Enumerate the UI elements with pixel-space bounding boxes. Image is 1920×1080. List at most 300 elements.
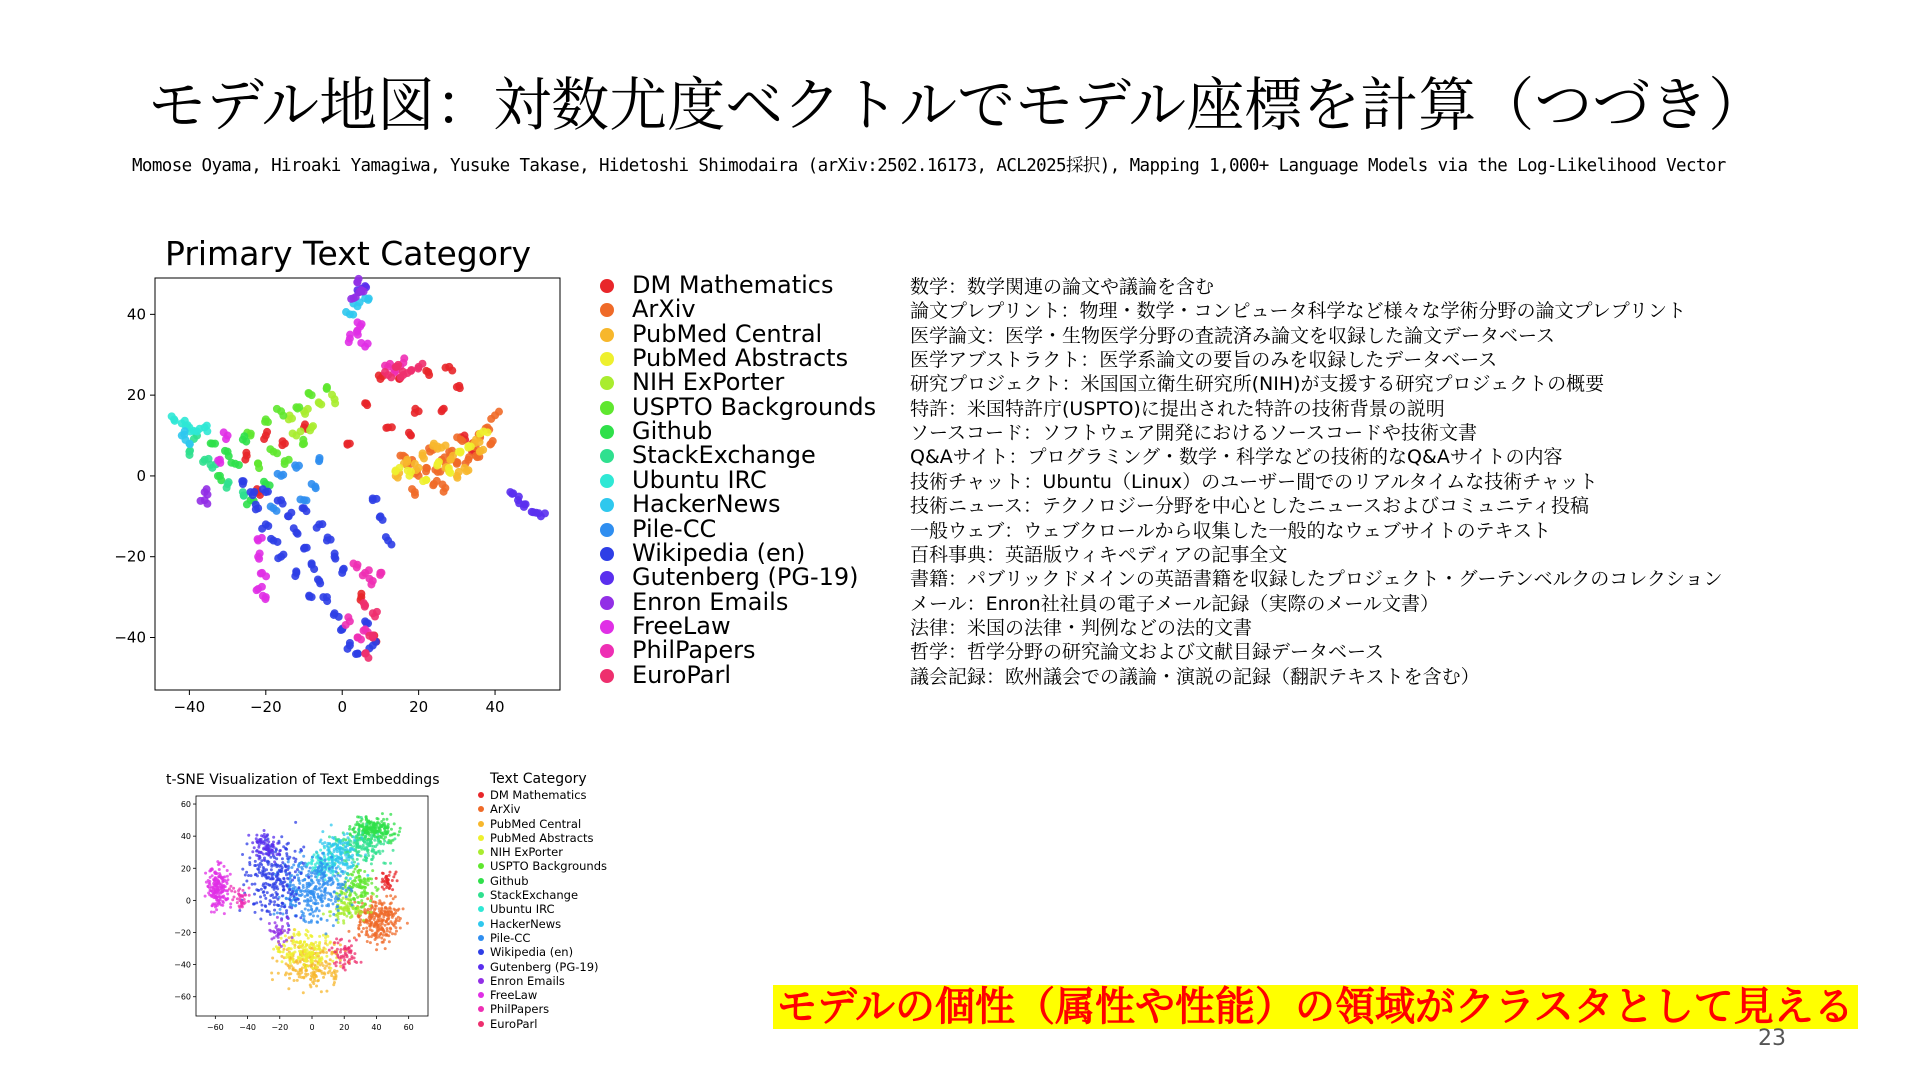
embedding-point xyxy=(291,879,294,882)
embedding-point xyxy=(244,874,247,877)
data-point xyxy=(349,311,357,319)
embedding-point xyxy=(274,921,277,924)
small-legend-label: Github xyxy=(490,873,529,888)
data-point xyxy=(453,474,461,482)
embedding-point xyxy=(318,941,321,944)
embedding-point xyxy=(305,929,308,932)
embedding-point xyxy=(388,874,391,877)
data-point xyxy=(284,512,292,520)
embedding-point xyxy=(326,842,329,845)
embedding-point xyxy=(310,921,313,924)
embedding-point xyxy=(341,852,344,855)
embedding-point xyxy=(406,922,409,925)
data-point xyxy=(455,448,463,456)
embedding-point xyxy=(321,863,324,866)
embedding-point xyxy=(357,828,360,831)
embedding-point xyxy=(346,872,349,875)
data-point xyxy=(346,331,354,339)
embedding-point xyxy=(369,904,372,907)
embedding-point xyxy=(223,879,226,882)
data-point xyxy=(258,525,266,533)
embedding-point xyxy=(356,815,359,818)
embedding-point xyxy=(385,818,388,821)
embedding-point xyxy=(329,893,332,896)
data-point xyxy=(305,592,313,600)
embedding-point xyxy=(325,951,328,954)
embedding-point xyxy=(336,879,339,882)
embedding-point xyxy=(360,899,363,902)
embedding-point xyxy=(253,882,256,885)
embedding-point xyxy=(229,902,232,905)
embedding-point xyxy=(287,891,290,894)
data-point xyxy=(387,541,395,549)
embedding-point xyxy=(293,928,296,931)
embedding-point xyxy=(217,894,220,897)
embedding-point xyxy=(393,837,396,840)
embedding-point xyxy=(302,855,305,858)
embedding-point xyxy=(335,858,338,861)
embedding-point xyxy=(391,888,394,891)
embedding-point xyxy=(398,919,401,922)
embedding-point xyxy=(366,874,369,877)
embedding-point xyxy=(204,872,207,875)
embedding-point xyxy=(208,869,211,872)
embedding-point xyxy=(314,875,317,878)
embedding-point xyxy=(327,898,330,901)
embedding-point xyxy=(322,872,325,875)
embedding-point xyxy=(362,858,365,861)
embedding-point xyxy=(348,946,351,949)
embedding-point xyxy=(293,876,296,879)
embedding-point xyxy=(393,924,396,927)
embedding-point xyxy=(388,940,391,943)
embedding-point xyxy=(294,821,297,824)
embedding-point xyxy=(356,853,359,856)
embedding-point xyxy=(316,963,319,966)
embedding-point xyxy=(364,853,367,856)
embedding-point xyxy=(340,883,343,886)
category-description: 議会記録：欧州議会での議論・演説の記録（翻訳テキストを含む） xyxy=(910,665,1480,688)
embedding-point xyxy=(389,931,392,934)
embedding-point xyxy=(267,840,270,843)
embedding-point xyxy=(272,836,275,839)
embedding-point xyxy=(383,840,386,843)
data-point xyxy=(252,505,260,513)
embedding-point xyxy=(277,972,280,975)
embedding-point xyxy=(354,907,357,910)
embedding-point xyxy=(344,845,347,848)
embedding-point xyxy=(376,921,379,924)
legend-label: DM Mathematics xyxy=(632,271,834,299)
embedding-point xyxy=(317,979,320,982)
embedding-point xyxy=(344,948,347,951)
legend-label: USPTO Backgrounds xyxy=(632,392,877,421)
embedding-point xyxy=(269,872,272,875)
legend-marker xyxy=(600,523,614,537)
data-point xyxy=(197,497,205,505)
embedding-point xyxy=(282,948,285,951)
embedding-point xyxy=(383,883,386,886)
embedding-point xyxy=(241,894,244,897)
data-point xyxy=(302,507,310,515)
embedding-point xyxy=(397,916,400,919)
embedding-point xyxy=(251,883,254,886)
embedding-point xyxy=(321,900,324,903)
data-point xyxy=(396,452,404,460)
embedding-point xyxy=(312,914,315,917)
data-point xyxy=(373,495,381,503)
embedding-point xyxy=(345,904,348,907)
embedding-point xyxy=(294,860,297,863)
embedding-point xyxy=(338,842,341,845)
embedding-point xyxy=(209,876,212,879)
embedding-point xyxy=(315,851,318,854)
embedding-point xyxy=(392,849,395,852)
embedding-point xyxy=(264,882,267,885)
embedding-point xyxy=(277,873,280,876)
embedding-point xyxy=(273,864,276,867)
embedding-point xyxy=(304,920,307,923)
embedding-point xyxy=(320,889,323,892)
x-tick-label: −20 xyxy=(271,1023,289,1032)
embedding-point xyxy=(259,895,262,898)
embedding-point xyxy=(325,955,328,958)
embedding-point xyxy=(333,950,336,953)
embedding-point xyxy=(350,914,353,917)
embedding-point xyxy=(223,889,226,892)
embedding-point xyxy=(303,878,306,881)
data-point xyxy=(345,338,353,346)
embedding-point xyxy=(254,864,257,867)
embedding-point xyxy=(324,866,327,869)
embedding-point xyxy=(402,907,405,910)
embedding-point xyxy=(279,930,282,933)
embedding-point xyxy=(363,840,366,843)
embedding-point xyxy=(321,842,324,845)
author-citation: Momose Oyama, Hiroaki Yamagiwa, Yusuke Takase, Hidetoshi Shimodaira (arXiv:2502.16173, ACL2025採択), Mapping 1,000+ Language Models via the Log-Likelihood Vector xyxy=(132,156,1726,176)
small-legend-marker xyxy=(478,921,484,927)
y-tick-label: −20 xyxy=(114,547,146,566)
data-point xyxy=(429,481,437,489)
embedding-point xyxy=(377,915,380,918)
embedding-point xyxy=(255,854,258,857)
embedding-point xyxy=(337,909,340,912)
data-point xyxy=(331,555,339,563)
embedding-point xyxy=(271,875,274,878)
embedding-point xyxy=(351,903,354,906)
x-tick-label: 20 xyxy=(339,1023,350,1032)
embedding-point xyxy=(285,852,288,855)
embedding-point xyxy=(310,908,313,911)
embedding-point xyxy=(217,875,220,878)
embedding-point xyxy=(316,921,319,924)
small-legend-label: Pile-CC xyxy=(490,930,531,945)
embedding-point xyxy=(315,984,318,987)
embedding-point xyxy=(273,900,276,903)
embedding-point xyxy=(288,977,291,980)
embedding-point xyxy=(283,945,286,948)
embedding-point xyxy=(310,974,313,977)
embedding-point xyxy=(294,850,297,853)
data-point xyxy=(168,412,176,420)
small-legend-item xyxy=(478,931,587,945)
embedding-point xyxy=(347,858,350,861)
embedding-point xyxy=(383,910,386,913)
data-point xyxy=(305,389,313,397)
embedding-point xyxy=(263,829,266,832)
embedding-point xyxy=(344,951,347,954)
legend-marker xyxy=(600,425,614,439)
embedding-point xyxy=(351,880,354,883)
embedding-point xyxy=(339,839,342,842)
data-point xyxy=(316,579,324,587)
data-point xyxy=(289,429,297,437)
embedding-point xyxy=(340,938,343,941)
embedding-point xyxy=(389,902,392,905)
y-tick-label: 0 xyxy=(136,466,146,485)
small-legend-item xyxy=(478,902,587,916)
embedding-point xyxy=(297,877,300,880)
embedding-point xyxy=(370,882,373,885)
embedding-point xyxy=(352,836,355,839)
embedding-point xyxy=(382,915,385,918)
embedding-point xyxy=(259,918,262,921)
embedding-point xyxy=(315,885,318,888)
embedding-point xyxy=(310,871,313,874)
data-point xyxy=(339,566,347,574)
legend-label: PubMed Central xyxy=(632,319,823,348)
embedding-point xyxy=(282,877,285,880)
category-description: 医学アブストラクト：医学系論文の要旨のみを収録したデータベース xyxy=(910,349,1498,372)
small-chart-title: t-SNE Visualization of Text Embeddings xyxy=(166,772,440,788)
legend-marker xyxy=(600,669,614,683)
embedding-point xyxy=(327,903,330,906)
embedding-point xyxy=(391,932,394,935)
embedding-point xyxy=(327,892,330,895)
data-point xyxy=(463,467,471,475)
embedding-point xyxy=(337,857,340,860)
embedding-point xyxy=(292,960,295,963)
embedding-point xyxy=(286,916,289,919)
small-legend-marker xyxy=(478,949,484,955)
embedding-point xyxy=(275,945,278,948)
embedding-point xyxy=(270,938,273,941)
data-point xyxy=(256,549,264,557)
embedding-point xyxy=(271,893,274,896)
embedding-point xyxy=(260,834,263,837)
data-point xyxy=(303,544,311,552)
embedding-point xyxy=(338,894,341,897)
small-legend-label: DM Mathematics xyxy=(490,788,587,802)
embedding-point xyxy=(371,869,374,872)
embedding-point xyxy=(349,832,352,835)
embedding-point xyxy=(211,904,214,907)
embedding-point xyxy=(302,918,305,921)
data-point xyxy=(423,464,431,472)
embedding-point xyxy=(298,882,301,885)
embedding-point xyxy=(305,944,308,947)
data-point xyxy=(203,485,211,493)
embedding-point xyxy=(309,896,312,899)
embedding-point xyxy=(342,964,345,967)
embedding-point xyxy=(355,893,358,896)
embedding-point xyxy=(232,887,235,890)
embedding-point xyxy=(223,912,226,915)
embedding-point xyxy=(250,874,253,877)
y-tick-label: −40 xyxy=(174,960,191,970)
embedding-point xyxy=(282,845,285,848)
x-tick-label: 60 xyxy=(403,1023,414,1032)
small-legend-label: PhilPapers xyxy=(490,1002,550,1017)
embedding-point xyxy=(309,985,312,988)
embedding-point xyxy=(353,952,356,955)
embedding-point xyxy=(331,882,334,885)
embedding-point xyxy=(328,910,331,913)
small-chart-legend xyxy=(478,770,607,1031)
embedding-point xyxy=(388,871,391,874)
embedding-point xyxy=(318,879,321,882)
embedding-point xyxy=(347,907,350,910)
embedding-point xyxy=(310,952,313,955)
small-legend-label: PubMed Abstracts xyxy=(490,830,594,845)
embedding-point xyxy=(326,919,329,922)
data-point xyxy=(355,275,363,283)
embedding-point xyxy=(393,908,396,911)
small-legend-label: Wikipedia (en) xyxy=(490,945,574,960)
embedding-point xyxy=(296,972,299,975)
embedding-point xyxy=(337,860,340,863)
embedding-point xyxy=(278,943,281,946)
embedding-point xyxy=(383,822,386,825)
embedding-point xyxy=(347,930,350,933)
small-legend-label: USPTO Backgrounds xyxy=(490,859,607,874)
embedding-point xyxy=(214,896,217,899)
embedding-point xyxy=(362,846,365,849)
embedding-point xyxy=(337,921,340,924)
legend-label: Wikipedia (en) xyxy=(632,538,806,567)
embedding-point xyxy=(280,835,283,838)
data-point xyxy=(376,513,384,521)
small-legend-label: NIH ExPorter xyxy=(490,845,563,860)
data-point xyxy=(190,427,198,435)
embedding-point xyxy=(343,956,346,959)
category-description: 特許：米国特許庁(USPTO)に提出された特許の技術背景の説明 xyxy=(910,397,1445,420)
embedding-point xyxy=(280,905,283,908)
embedding-point xyxy=(358,825,361,828)
data-point xyxy=(407,366,415,374)
embedding-point xyxy=(239,897,242,900)
category-description: 研究プロジェクト：米国国立衛生研究所(NIH)が支援する研究プロジェクトの概要 xyxy=(910,373,1605,396)
data-point xyxy=(291,461,299,469)
embedding-point xyxy=(259,840,262,843)
small-legend-item xyxy=(478,788,587,802)
embedding-point xyxy=(389,834,392,837)
small-legend-marker xyxy=(478,978,484,984)
embedding-point xyxy=(380,824,383,827)
embedding-point xyxy=(355,961,358,964)
embedding-point xyxy=(263,859,266,862)
embedding-point xyxy=(331,853,334,856)
small-legend-label: EuroParl xyxy=(490,1016,538,1031)
embedding-point xyxy=(345,848,348,851)
small-legend-title: Text Category xyxy=(490,771,587,787)
data-point xyxy=(254,459,262,467)
embedding-point xyxy=(273,931,276,934)
embedding-point xyxy=(291,936,294,939)
data-point xyxy=(520,500,528,508)
embedding-point xyxy=(323,845,326,848)
data-point xyxy=(207,439,215,447)
embedding-point xyxy=(392,875,395,878)
small-legend-marker xyxy=(478,992,484,998)
embedding-point xyxy=(318,909,321,912)
small-legend-item xyxy=(478,974,587,988)
data-point xyxy=(273,405,281,413)
data-point xyxy=(456,384,464,392)
category-description: ソースコード：ソフトウェア開発におけるソースコードや技術文書 xyxy=(910,422,1477,445)
embedding-point xyxy=(368,924,371,927)
embedding-point xyxy=(385,933,388,936)
embedding-point xyxy=(335,906,338,909)
embedding-point xyxy=(370,911,373,914)
embedding-point xyxy=(266,910,269,913)
y-tick-label: −40 xyxy=(114,628,146,647)
data-point xyxy=(484,428,492,436)
embedding-point xyxy=(363,870,366,873)
embedding-point xyxy=(248,894,251,897)
embedding-point xyxy=(375,948,378,951)
embedding-point xyxy=(332,844,335,847)
embedding-point xyxy=(321,958,324,961)
embedding-point xyxy=(313,895,316,898)
embedding-point xyxy=(331,902,334,905)
data-point xyxy=(541,509,549,517)
embedding-point xyxy=(260,888,263,891)
embedding-point xyxy=(280,937,283,940)
embedding-point xyxy=(285,848,288,851)
embedding-point xyxy=(223,875,226,878)
embedding-point xyxy=(271,978,274,981)
embedding-point xyxy=(248,887,251,890)
embedding-point xyxy=(336,913,339,916)
data-point xyxy=(405,429,413,437)
embedding-point xyxy=(359,910,362,913)
data-point xyxy=(304,405,312,413)
data-point xyxy=(382,424,390,432)
embedding-point xyxy=(277,933,280,936)
data-point xyxy=(419,449,427,457)
embedding-point xyxy=(218,868,221,871)
embedding-point xyxy=(377,887,380,890)
data-point xyxy=(397,373,405,381)
embedding-point xyxy=(391,916,394,919)
embedding-point xyxy=(394,933,397,936)
embedding-point xyxy=(328,876,331,879)
embedding-point xyxy=(321,904,324,907)
embedding-point xyxy=(346,832,349,835)
embedding-point xyxy=(276,842,279,845)
embedding-point xyxy=(276,911,279,914)
small-legend-item xyxy=(478,859,607,874)
embedding-point xyxy=(281,861,284,864)
data-point xyxy=(464,442,472,450)
embedding-point xyxy=(277,940,280,943)
embedding-point xyxy=(336,955,339,958)
embedding-point xyxy=(397,834,400,837)
embedding-point xyxy=(377,817,380,820)
embedding-point xyxy=(267,876,270,879)
embedding-point xyxy=(286,922,289,925)
